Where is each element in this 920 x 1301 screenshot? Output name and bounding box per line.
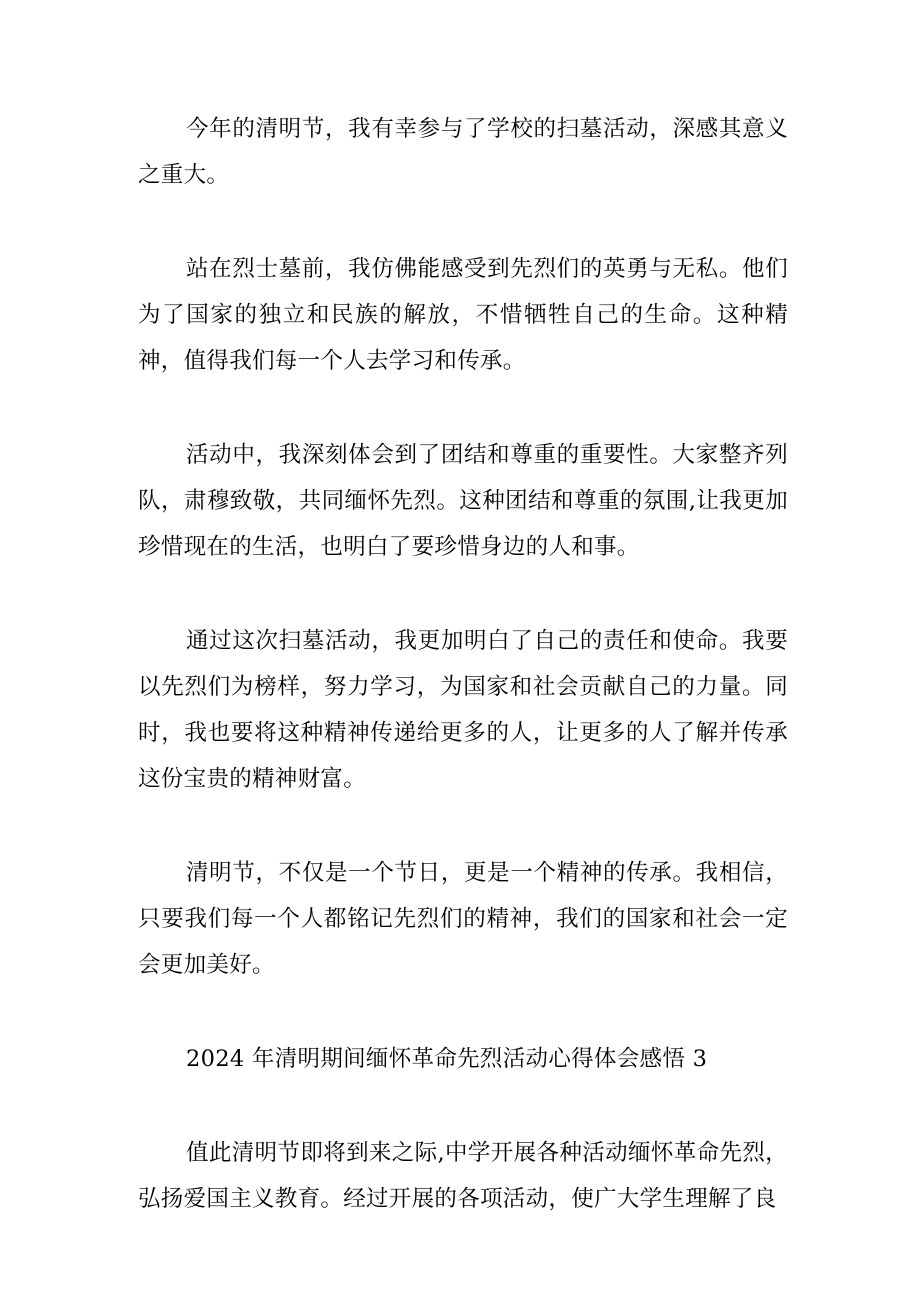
document-body [138,106,788,1270]
paragraph-6: 值此清明节即将到来之际,中学开展各种活动缅怀革命先烈，弘扬爱国主义教育。经过开展的各项活动，使广大学生理解了良 [138,1140,788,1212]
paragraph-3: 活动中，我深刻体会到了团结和尊重的重要性。大家整齐列队，肃穆致敬，共同缅怀先烈。这种团结和尊重的氛围,让我更加珍惜现在的生活，也明白了要珍惜身边的人和事。 [138,442,788,560]
paragraph-1: 今年的清明节，我有幸参与了学校的扫墓活动，深感其意义之重大。 [138,116,788,188]
paragraph-5: 清明节，不仅是一个节日，更是一个精神的传承。我相信，只要我们每一个人都铭记先烈们的精神，我们的国家和社会一定会更加美好。 [138,860,788,978]
section-title: 2024 年清明期间缅怀革命先烈活动心得体会感悟 3 [186,1046,708,1072]
paragraph-2: 站在烈士墓前，我仿佛能感受到先烈们的英勇与无私。他们为了国家的独立和民族的解放，不惜牺牲自己的生命。这种精神，值得我们每一个人去学习和传承。 [138,256,788,374]
paragraph-4: 通过这次扫墓活动，我更加明白了自己的责任和使命。我要以先烈们为榜样，努力学习，为国家和社会贡献自己的力量。同时，我也要将这种精神传递给更多的人，让更多的人了解并传承这份宝贵的精神财富。 [138,628,788,792]
